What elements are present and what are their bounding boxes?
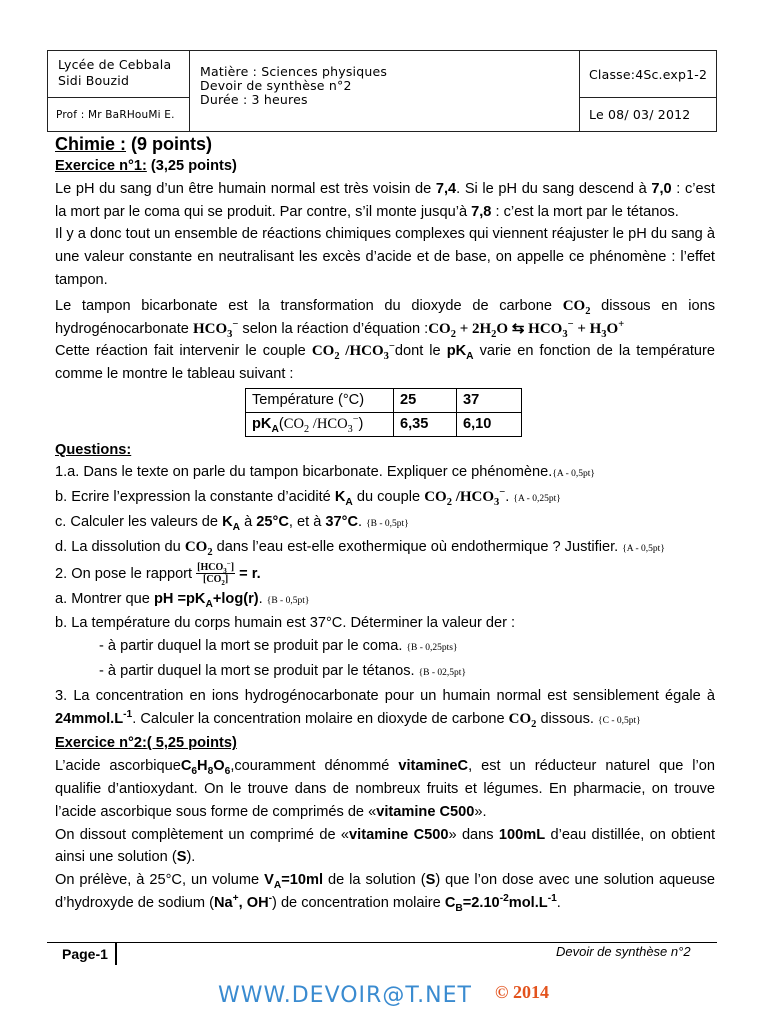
header-divider <box>579 97 717 98</box>
text: ) de concentration molaire <box>272 894 445 911</box>
formula-text: +log(r) <box>212 590 259 607</box>
question-1d <box>55 536 715 561</box>
paragraph <box>55 755 715 823</box>
text: d’eau distillée, on obtient ainsi une solution ( <box>55 826 716 866</box>
table-cell: 25 <box>394 388 457 412</box>
grading-note: {A - 0,25pt} <box>513 494 561 505</box>
ratio-fraction: $\frac{[HCO_3^-]}{[CO_2]}$ <box>197 559 235 588</box>
text: » dans <box>448 826 499 843</box>
text: On prélève, à 25°C, un volume <box>55 872 265 889</box>
value: V <box>264 872 274 889</box>
table-cell: $pK_A(CO_2$ $/HCO_3^-$) <box>246 412 394 436</box>
text: 3. La concentration en ions hydrogénocarbonate pour un humain normal est sensiblement égale à <box>55 687 715 704</box>
question-2b-item <box>55 635 715 660</box>
pka-label: $pK_A$ <box>446 343 474 363</box>
exam-content <box>55 133 715 915</box>
value: vitamine C500 <box>349 826 449 843</box>
table-cell: Température (°C) <box>246 388 394 412</box>
value: vitamine C500 <box>376 803 475 820</box>
question-3: 3. La concentration en ions hydrogénocarbonate pour un humain normal est sensiblement égale à $24mmol.L^{-1}$. Calculer la concentration molaire en dioxyde de carbone $CO_2$ dissous. {C - 0,5pt} <box>55 687 715 730</box>
value: =10ml <box>281 872 324 889</box>
footer-divider <box>115 943 117 965</box>
text: b. Ecrire l’expression la constante d’acidité <box>55 489 335 506</box>
grading-note: {B - 0,25pts} <box>406 643 458 654</box>
value: =2.10 <box>462 894 500 911</box>
text: c. Calculer les valeurs de <box>55 513 223 530</box>
question-2b: b. La température du corps humain est 37°C. Déterminer la valeur der : <box>55 615 516 632</box>
table-row <box>246 412 522 436</box>
class-label: Classe:4Sc.exp1-2 <box>589 67 708 82</box>
text: . <box>358 513 363 530</box>
text: : c’est la mort par le coma qui se produit. Par contre, s’il monte jusqu’à <box>55 180 715 220</box>
school-name <box>58 57 171 89</box>
formula-couple: $CO_2$ $/HCO_3^-$ <box>311 341 395 363</box>
text: ). <box>186 849 196 866</box>
reaction-equation: $CO_2 + 2H_2O$ ⇆ $HCO_3^- + H_3O^+$ <box>428 318 625 340</box>
question-2 <box>55 561 715 588</box>
value: 7,4 <box>435 180 457 197</box>
value: C <box>444 894 456 911</box>
duration-line: Durée : 3 heures <box>200 92 308 107</box>
text: Le tampon bicarbonate est la transformation du dioxyde de carbone <box>55 297 563 314</box>
text: ) que l’on dose avec une solution aqueuse d’hydroxyde de sodium ( <box>55 872 715 911</box>
value: 24mmol.L <box>55 710 124 727</box>
exercise-1-title <box>55 155 715 178</box>
text: = r. <box>235 565 261 582</box>
exercise-2-title <box>55 732 715 755</box>
text: . <box>556 894 561 911</box>
teacher-name: Prof : Mr BaRHouMi E. <box>56 109 175 121</box>
paragraph: On prélève, à 25°C, un volume $V_A=10ml$ de la solution (S) que l’on dose avec une solution aqueuse d’hydroxyde de sodium (Na+, OH-) de concentration molaire $C_B=2.10^{-2}mol.L^{-1}$. <box>55 872 715 914</box>
value: Na <box>214 894 233 911</box>
exam-date: Le 08/ 03/ 2012 <box>589 107 691 122</box>
text: On dissout complètement un comprimé de « <box>55 826 350 843</box>
text: Questions: <box>55 441 132 458</box>
text: 1.a. Dans le texte on parle du tampon bicarbonate. Expliquer ce phénomène. <box>55 464 553 481</box>
question-1c: c. Calculer les valeurs de $K_A$ à 25°C, et à 37°C. {B - 0,5pt} <box>55 513 409 533</box>
formula-hco3: $HCO_3^-$ <box>192 318 239 340</box>
paragraph <box>55 340 715 386</box>
grading-note: {A - 0,5pt} <box>622 543 665 554</box>
paragraph <box>55 824 715 870</box>
value: 7,0 <box>651 180 672 197</box>
text: ». <box>474 803 487 820</box>
questions-title <box>55 439 715 462</box>
section-label: Chimie : <box>55 134 127 154</box>
grading-note: {B - 0,5pt} <box>266 595 310 606</box>
text: 2. On pose le rapport <box>55 565 197 582</box>
value: 7,8 <box>471 203 492 220</box>
table-row <box>246 388 522 412</box>
table-cell: 6,10 <box>457 412 522 436</box>
table-cell: 6,35 <box>394 412 457 436</box>
text: dont le <box>394 343 447 360</box>
text: L’acide ascorbique <box>55 758 181 775</box>
subject-block <box>200 65 387 107</box>
text: dans l’eau est-elle exothermique où endothermique ? Justifier. <box>212 538 619 555</box>
exercise-points: (3,25 points) <box>146 158 237 174</box>
section-points: (9 points) <box>126 134 213 154</box>
text: . Calculer la concentration molaire en dioxyde de carbone <box>132 710 509 727</box>
pka-table <box>245 388 522 437</box>
formula-couple: $CO_2$ $/HCO_3^-$ <box>424 487 506 509</box>
paragraph <box>55 178 715 224</box>
text: varie en fonction de la température comme le montre le tableau suivant : <box>55 343 715 383</box>
text: de la solution ( <box>323 872 426 889</box>
question-2b-item <box>55 660 715 685</box>
text: - à partir duquel la mort se produit par le coma. <box>99 638 403 655</box>
text: Cette réaction fait intervenir le couple <box>55 343 312 360</box>
question-2a: a. Montrer que pH $=pK_A+\log(r)$. {B - 0,5pt} <box>55 590 310 610</box>
text: . <box>258 590 263 607</box>
text: dissous. <box>536 710 594 727</box>
footer-rule <box>47 942 717 943</box>
value: 37°C <box>325 513 358 530</box>
text: dissous en ions hydrogénocarbonate <box>55 297 715 337</box>
header-divider <box>189 51 190 131</box>
formula-ascorbic: $C_6H_8O_6$ <box>180 758 231 778</box>
section-title <box>55 133 715 155</box>
school-line: Lycée de Cebbala <box>58 57 172 72</box>
exam-title: Devoir de synthèse n°2 <box>200 78 352 93</box>
table-cell: 37 <box>457 388 522 412</box>
text: du couple <box>352 489 425 506</box>
text: . Si le pH du sang descend à <box>456 180 652 197</box>
paragraph <box>55 295 715 341</box>
header-table <box>47 50 717 132</box>
formula-co2: $CO_2$ <box>508 710 537 730</box>
exercise-points: ( 5,25 points) <box>146 735 237 752</box>
text: , et à <box>288 513 326 530</box>
value: S <box>176 849 187 866</box>
copyright-mark: © 2014 <box>495 982 549 1002</box>
footer-title: Devoir de synthèse n°2 <box>556 944 691 959</box>
text: pK <box>252 415 272 432</box>
page-number <box>62 946 108 962</box>
text: a. Montrer que <box>55 590 154 607</box>
value: vitamineC <box>398 758 469 775</box>
value: mol.L <box>508 894 548 911</box>
formula-co2: $CO_2$ <box>562 297 591 317</box>
paragraph: Il y a donc tout un ensemble de réactions chimiques complexes qui viennent réajuster le pH du sang à une valeur constante en neutralisant les excès d’acide et de base, on appelle ce phénomène : l’effet tampon. <box>55 226 715 288</box>
grading-note: {C - 0,5pt} <box>598 715 641 726</box>
grading-note: {B - 0,5pt} <box>366 518 409 529</box>
value: 25°C <box>256 513 289 530</box>
question-1b: b. Ecrire l’expression la constante d’acidité $K_A$ du couple $CO_2$ $/HCO_3^-$. {A - 0,25pt} <box>55 487 561 509</box>
header-divider <box>48 97 189 98</box>
value: , OH <box>238 894 269 911</box>
subject-line: Matière : Sciences physiques <box>200 64 388 79</box>
text: Page- <box>62 946 101 962</box>
text: - à partir duquel la mort se produit par le tétanos. <box>99 662 415 679</box>
text: : c’est la mort par le tétanos. <box>491 203 679 220</box>
site-watermark: WWW.DEVOIR@T.NET <box>218 983 472 1008</box>
exercise-label: Exercice n°1: <box>55 158 147 174</box>
school-line: Sidi Bouzid <box>58 73 130 88</box>
text: à <box>240 513 257 530</box>
grading-note: {B - 02,5pt} <box>418 667 467 678</box>
exercise-label: Exercice n°2: <box>55 735 147 752</box>
question-1a <box>55 461 715 486</box>
grading-note: {A - 0,5pt} <box>552 469 595 480</box>
value: S <box>425 872 436 889</box>
text: d. La dissolution du <box>55 538 185 555</box>
text: Le pH du sang d’un être humain normal est très voisin de <box>55 180 436 197</box>
value: 1 <box>100 946 108 962</box>
text: , est un réducteur naturel que l’on qualifie d’antioxydant. On le trouve dans de nombreux fruits et légumes. En pharmacie, on trouve l’acide ascorbique sous forme de comprimés de « <box>55 758 715 820</box>
formula-text: pH =pK <box>153 590 206 607</box>
text: selon la réaction d’équation : <box>238 320 429 337</box>
text: ,couramment dénommé <box>230 758 399 775</box>
header-divider <box>579 51 580 131</box>
formula-co2: $CO_2$ <box>184 538 213 558</box>
value: 100mL <box>498 826 546 843</box>
